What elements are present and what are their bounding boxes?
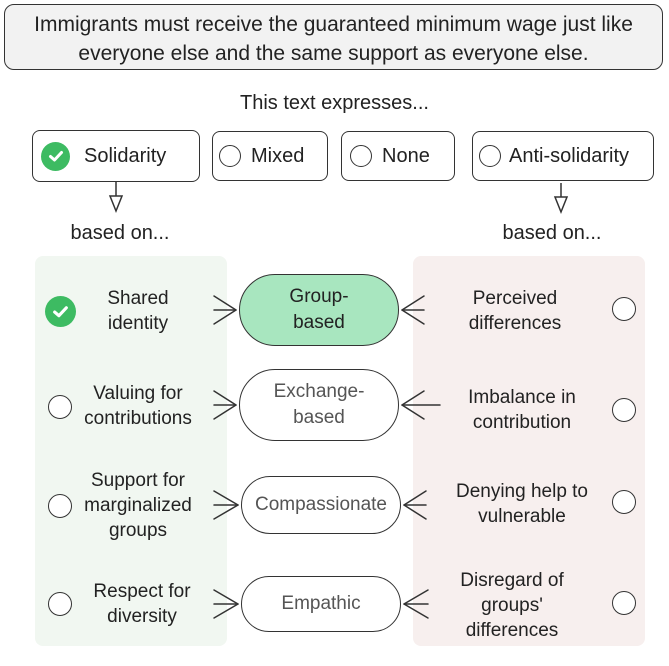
reason-line: contributions (84, 408, 192, 429)
category-line: based (293, 407, 345, 428)
arrow-left-icon (404, 590, 428, 618)
option-label: Anti-solidarity (509, 144, 630, 167)
reason-line: Valuing for (93, 383, 183, 404)
arrow-left-icon (402, 296, 424, 324)
arrow-right-icon (214, 491, 238, 519)
category-line: Exchange- (273, 381, 365, 402)
category-line: Empathic (281, 593, 361, 614)
reason-line: Support for (91, 470, 185, 491)
statement-text: Immigrants must receive the guaranteed minimum wage just like everyone else and the same support as everyone else. (34, 13, 633, 65)
arrow-left-icon (404, 491, 426, 519)
option-label: None (382, 144, 430, 167)
arrow-left-icon (402, 391, 440, 419)
reason-line: Imbalance in (468, 387, 576, 408)
reason-line: groups' (481, 595, 543, 616)
arrow-right-icon (214, 391, 236, 419)
arrow-right-icon (214, 590, 238, 618)
reason-line: vulnerable (478, 506, 566, 527)
reason-line: Disregard of (460, 570, 564, 591)
reason-line: Shared (107, 288, 169, 309)
option-label: Mixed (251, 144, 305, 167)
based-on-left: based on... (70, 222, 170, 244)
category-line: based (293, 312, 345, 333)
prompt-text: This text expresses... (240, 92, 429, 114)
reason-line: Denying help to (455, 481, 589, 502)
reason-line: Respect for (93, 581, 191, 602)
based-on-right: based on... (502, 222, 602, 244)
reason-line: diversity (107, 606, 177, 627)
category-line: Group- (289, 286, 349, 307)
reason-line: groups (108, 520, 168, 541)
reason-line: differences (465, 620, 559, 641)
reason-line: marginalized (84, 495, 192, 516)
reason-line: identity (107, 313, 169, 334)
arrow-right-icon (214, 296, 236, 324)
reason-line: differences (468, 313, 562, 334)
reason-line: Perceived (472, 288, 558, 309)
reason-line: contribution (472, 412, 572, 433)
option-label: Solidarity (84, 144, 167, 167)
category-line: Compassionate (254, 494, 388, 515)
